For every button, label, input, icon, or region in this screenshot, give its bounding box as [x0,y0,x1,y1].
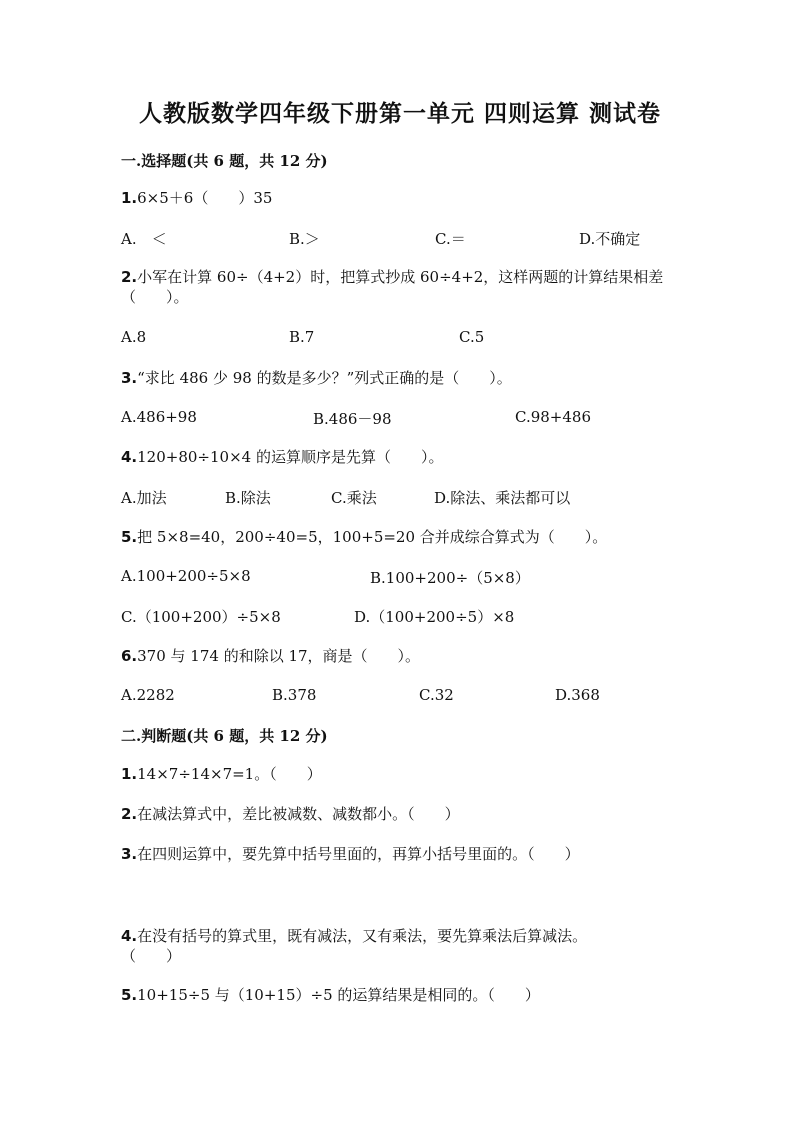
choice-options-3 [121,408,681,428]
choice-question-1 [121,188,272,208]
option-b: B.7 [289,328,315,346]
option-b: B.486－98 [313,410,392,428]
question-text: 10+15÷5 与（10+15）÷5 的运算结果是相同的。（ ） [137,986,540,1004]
option-c: C.5 [459,328,485,346]
option-a: A.100+200÷5×8 [121,567,251,585]
option-a: A.8 [121,328,147,346]
question-text-continued: （ ） [121,947,182,965]
choice-question-6 [121,646,420,666]
question-number: 1. [121,765,138,783]
judgement-question-2 [121,804,460,824]
section-heading-choice: 一.选择题(共 6 题，共 12 分) [121,152,328,170]
choice-question-2 [121,267,663,307]
question-text: 在没有括号的算式里，既有减法，又有乘法，要先算乘法后算减法。 [137,927,588,945]
question-number: 2. [121,268,138,286]
question-text: 14×7÷14×7=1。（ ） [137,765,322,783]
option-a: A.486+98 [121,408,197,426]
option-b: B.除法 [225,489,271,507]
question-number: 5. [121,528,138,546]
option-a: A.加法 [121,489,167,507]
option-d: D.除法、乘法都可以 [434,489,571,507]
question-number: 5. [121,986,138,1004]
option-b: B.100+200÷（5×8） [370,569,530,587]
option-c: C.＝ [435,230,466,248]
question-text: 370 与 174 的和除以 17，商是（ ）。 [137,647,421,665]
option-c: C.32 [419,686,454,704]
choice-options-5-row2 [121,606,681,626]
question-number: 1. [121,189,138,207]
option-b: B.378 [272,686,317,704]
question-text: “求比 486 少 98 的数是多少？”列式正确的是（ ）。 [137,369,512,387]
question-number: 2. [121,805,138,823]
option-a: A. ＜ [121,230,167,248]
option-d: D.368 [555,686,600,704]
option-c: C.乘法 [331,489,377,507]
section-heading-judgement: 二.判断题(共 6 题，共 12 分) [121,727,328,745]
judgement-question-5 [121,985,540,1005]
choice-options-1 [121,228,681,248]
question-text: 把 5×8=40，200÷40=5，100+5=20 合并成综合算式为（ ）。 [137,528,608,546]
question-number: 6. [121,647,138,665]
judgement-question-3 [121,844,580,864]
question-text: 120+80÷10×4 的运算顺序是先算（ ）。 [137,448,444,466]
option-d: D.不确定 [579,230,641,248]
option-d: D.（100+200÷5）×8 [354,608,515,626]
question-number: 3. [121,845,138,863]
choice-options-5-row1 [121,567,681,587]
choice-question-4 [121,447,443,467]
page-title: 人教版数学四年级下册第一单元 四则运算 测试卷 [138,100,661,127]
choice-options-2 [121,328,681,348]
choice-options-6 [121,686,681,706]
question-number: 4. [121,927,138,945]
judgement-question-1 [121,764,322,784]
question-number: 4. [121,448,138,466]
choice-options-4 [121,487,681,507]
option-c: C.98+486 [515,408,591,426]
choice-question-3 [121,368,512,388]
choice-question-5 [121,527,607,547]
option-b: B.＞ [289,230,320,248]
question-text: 在减法算式中，差比被减数、减数都小。（ ） [137,805,460,823]
option-c: C.（100+200）÷5×8 [121,608,281,626]
question-text: 6×5＋6（ ）35 [137,189,273,207]
question-text: 小军在计算 60÷（4+2）时，把算式抄成 60÷4+2，这样两题的计算结果相差 [137,268,664,286]
option-a: A.2282 [121,686,175,704]
question-text: 在四则运算中，要先算中括号里面的，再算小括号里面的。（ ） [137,845,580,863]
question-number: 3. [121,369,138,387]
question-text-continued: （ ）。 [121,288,189,306]
judgement-question-4 [121,926,587,966]
